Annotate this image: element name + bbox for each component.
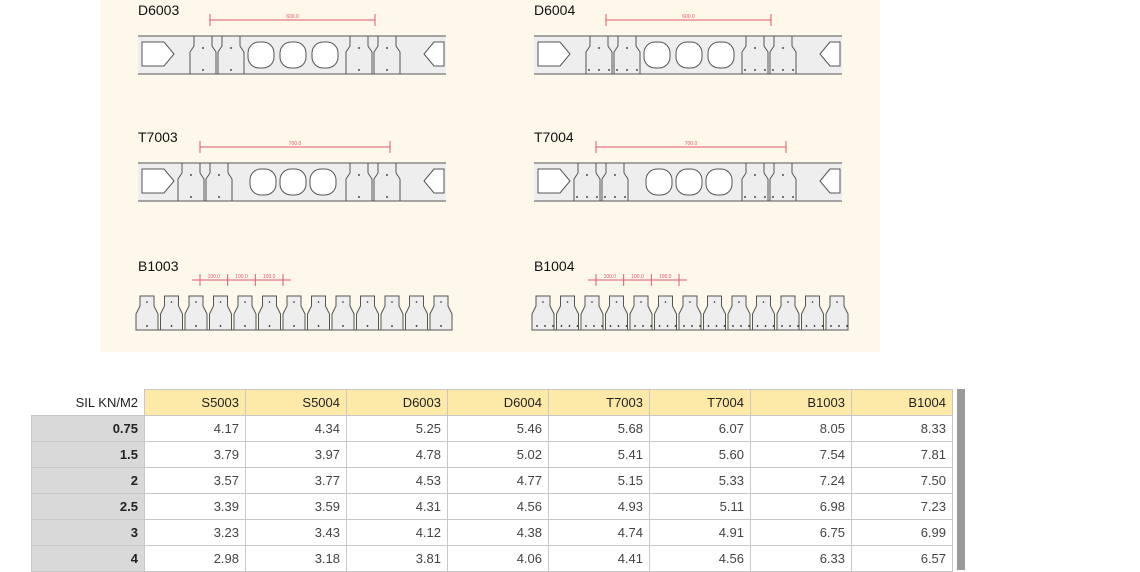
row-header: 0.75 [32,416,145,442]
slab-profile [534,163,842,201]
table-cell: 7.81 [852,442,953,468]
row-header: 2.5 [32,494,145,520]
drawing-t7003 [138,129,458,239]
drawing-label: D6004 [534,2,576,18]
table-cell: 4.56 [650,546,751,572]
table-cell: 3.77 [246,468,347,494]
drawing-d6003 [138,2,458,112]
table-cell: 3.97 [246,442,347,468]
dimension-label: 100.0 [603,274,617,280]
table-cell: 2.98 [145,546,246,572]
dimension-line [596,141,786,153]
table-row [32,520,953,546]
column-header: D6004 [448,390,549,416]
table-cell: 3.23 [145,520,246,546]
slab-profile [532,296,848,330]
table-cell: 4.78 [347,442,448,468]
table-cell: 5.02 [448,442,549,468]
table-row [32,468,953,494]
table-cell: 5.11 [650,494,751,520]
table-cell: 5.60 [650,442,751,468]
drawing-label: B1004 [534,258,575,274]
column-header: S5003 [145,390,246,416]
drawing-b1003 [138,258,458,368]
table-cell: 4.17 [145,416,246,442]
table-header-row [32,390,953,416]
drawing-label: D6003 [138,2,180,18]
table-cell: 3.43 [246,520,347,546]
table-cell: 3.39 [145,494,246,520]
table-cell: 3.57 [145,468,246,494]
table-cell: 6.57 [852,546,953,572]
dimension-line [200,141,390,153]
drawing-b1004 [534,258,854,368]
table-cell: 6.33 [751,546,852,572]
table-cell: 6.75 [751,520,852,546]
table-cell: 4.41 [549,546,650,572]
slab-profile [138,36,446,74]
dimension-label: 100.0 [631,274,644,280]
drawing-t7004 [534,129,854,239]
dimension-label: 100.0 [207,274,221,280]
drawing-label: T7004 [534,129,574,145]
table-cell: 6.98 [751,494,852,520]
table-cell: 4.56 [448,494,549,520]
table-cell: 3.18 [246,546,347,572]
dimension-line [588,274,687,286]
table-cell: 3.79 [145,442,246,468]
table-cell: 4.53 [347,468,448,494]
table-row [32,442,953,468]
table-cell: 5.46 [448,416,549,442]
row-header: 2 [32,468,145,494]
table-corner-label: SIL KN/M2 [32,390,145,416]
dimension-label: 600.0 [682,14,695,20]
table-cell: 4.93 [549,494,650,520]
slab-profile [138,163,446,201]
section-drawing [138,258,458,368]
section-drawing [138,129,458,239]
dimension-label: 700.0 [288,141,302,147]
table-cell: 4.91 [650,520,751,546]
dimension-line [606,14,771,26]
table-cell: 7.50 [852,468,953,494]
section-drawing [534,2,854,112]
dimension-label: 600.0 [286,14,299,20]
table-row [32,494,953,520]
table-cell: 7.54 [751,442,852,468]
section-drawing [138,2,458,112]
table-cell: 6.07 [650,416,751,442]
table-cell: 4.12 [347,520,448,546]
table-row [32,416,953,442]
section-drawing [534,258,854,368]
dimension-label: 100.0 [658,274,672,280]
table-cell: 5.33 [650,468,751,494]
dimension-label: 700.0 [684,141,698,147]
table-cell: 4.06 [448,546,549,572]
table-cell: 5.25 [347,416,448,442]
section-drawing [534,129,854,239]
table-cell: 7.23 [852,494,953,520]
table-cell: 4.74 [549,520,650,546]
column-header: T7004 [650,390,751,416]
dimension-line [192,274,291,286]
table-cell: 8.05 [751,416,852,442]
column-header: T7003 [549,390,650,416]
table-cell: 4.77 [448,468,549,494]
slab-profile [136,296,452,330]
table-cell: 3.81 [347,546,448,572]
drawing-label: B1003 [138,258,179,274]
table-cell: 3.59 [246,494,347,520]
dimension-line [210,14,375,26]
column-header: D6003 [347,390,448,416]
vertical-scrollbar[interactable] [957,389,965,570]
table-cell: 5.41 [549,442,650,468]
drawing-label: T7003 [138,129,178,145]
table-cell: 5.15 [549,468,650,494]
table-cell: 8.33 [852,416,953,442]
slab-profile [534,36,842,74]
table-cell: 7.24 [751,468,852,494]
dimension-label: 100.0 [262,274,276,280]
table-cell: 4.34 [246,416,347,442]
row-header: 3 [32,520,145,546]
row-header: 4 [32,546,145,572]
table-cell: 4.31 [347,494,448,520]
table-cell: 5.68 [549,416,650,442]
table-row [32,546,953,572]
table-cell: 6.99 [852,520,953,546]
table-cell: 4.38 [448,520,549,546]
column-header: S5004 [246,390,347,416]
row-header: 1.5 [32,442,145,468]
drawing-d6004 [534,2,854,112]
load-table [31,389,953,572]
column-header: B1003 [751,390,852,416]
dimension-label: 100.0 [235,274,248,280]
column-header: B1004 [852,390,953,416]
